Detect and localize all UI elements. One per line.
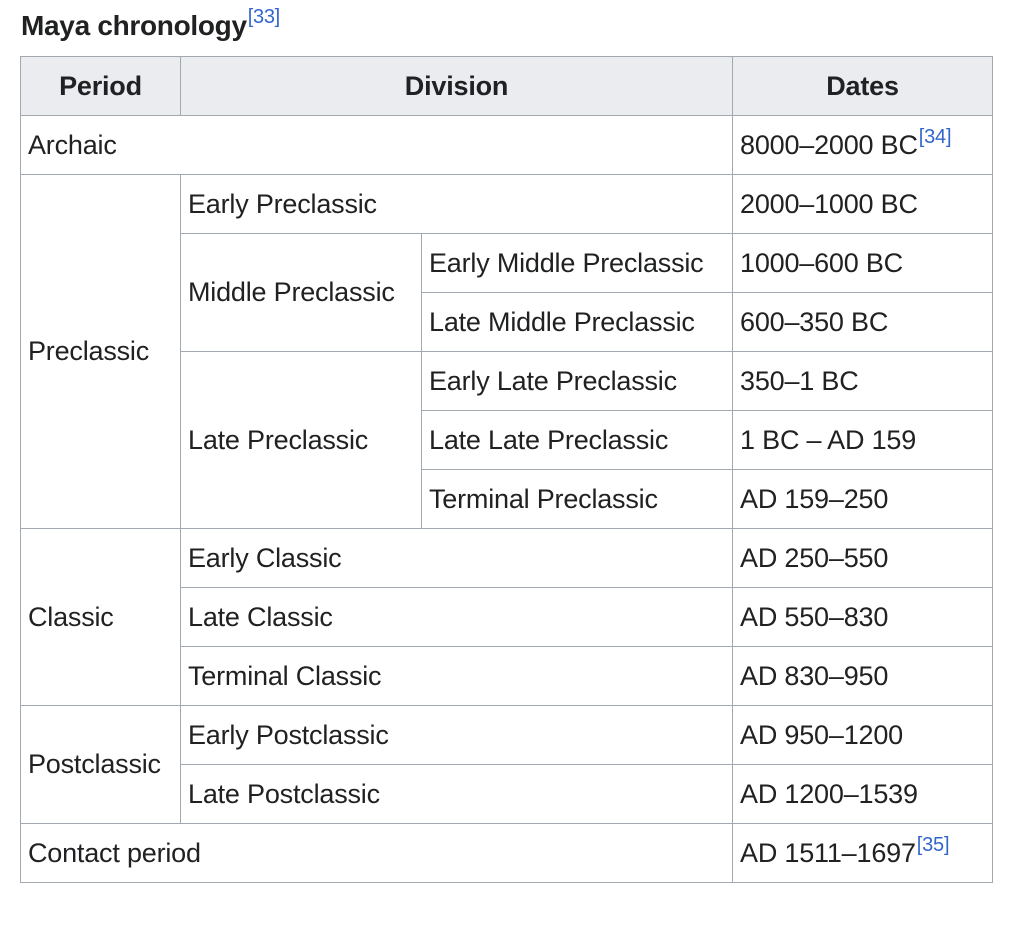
division-cell: Middle Preclassic bbox=[181, 234, 422, 352]
dates-text: 8000–2000 BC bbox=[740, 129, 918, 160]
division-cell: Late Classic bbox=[181, 588, 733, 647]
period-cell: Archaic bbox=[21, 116, 733, 175]
header-row bbox=[21, 57, 993, 116]
dates-cell bbox=[733, 116, 993, 175]
dates-cell: AD 1200–1539 bbox=[733, 765, 993, 824]
chronology-table bbox=[20, 56, 993, 883]
dates-cell: 1000–600 BC bbox=[733, 234, 993, 293]
table-row bbox=[21, 706, 993, 765]
table-row bbox=[21, 116, 993, 175]
period-cell: Preclassic bbox=[21, 175, 181, 529]
dates-cell: 1 BC – AD 159 bbox=[733, 411, 993, 470]
header-dates: Dates bbox=[733, 57, 993, 116]
subdivision-cell: Late Middle Preclassic bbox=[422, 293, 733, 352]
period-cell: Classic bbox=[21, 529, 181, 706]
period-cell: Contact period bbox=[21, 824, 733, 883]
dates-text: AD 1511–1697 bbox=[740, 837, 916, 868]
dates-cell: 600–350 BC bbox=[733, 293, 993, 352]
division-cell: Terminal Classic bbox=[181, 647, 733, 706]
subdivision-cell: Early Middle Preclassic bbox=[422, 234, 733, 293]
dates-cell: AD 250–550 bbox=[733, 529, 993, 588]
division-cell: Late Postclassic bbox=[181, 765, 733, 824]
division-cell: Early Preclassic bbox=[181, 175, 733, 234]
subdivision-cell: Terminal Preclassic bbox=[422, 470, 733, 529]
subdivision-cell: Early Late Preclassic bbox=[422, 352, 733, 411]
caption-title: Maya chronology bbox=[21, 10, 247, 41]
header-period: Period bbox=[21, 57, 181, 116]
dates-cell: AD 830–950 bbox=[733, 647, 993, 706]
table-row bbox=[21, 824, 993, 883]
table-row bbox=[21, 529, 993, 588]
division-cell: Early Postclassic bbox=[181, 706, 733, 765]
subdivision-cell: Late Late Preclassic bbox=[422, 411, 733, 470]
division-cell: Early Classic bbox=[181, 529, 733, 588]
division-cell: Late Preclassic bbox=[181, 352, 422, 529]
dates-cell: AD 159–250 bbox=[733, 470, 993, 529]
table-row bbox=[21, 175, 993, 234]
table-caption bbox=[21, 6, 280, 42]
header-division: Division bbox=[181, 57, 733, 116]
period-cell: Postclassic bbox=[21, 706, 181, 824]
dates-cell bbox=[733, 824, 993, 883]
dates-cell: 350–1 BC bbox=[733, 352, 993, 411]
reference-link[interactable]: [34] bbox=[918, 125, 952, 148]
reference-link[interactable]: [35] bbox=[916, 833, 950, 856]
dates-cell: 2000–1000 BC bbox=[733, 175, 993, 234]
dates-cell: AD 550–830 bbox=[733, 588, 993, 647]
reference-link[interactable]: [33] bbox=[247, 6, 280, 28]
dates-cell: AD 950–1200 bbox=[733, 706, 993, 765]
